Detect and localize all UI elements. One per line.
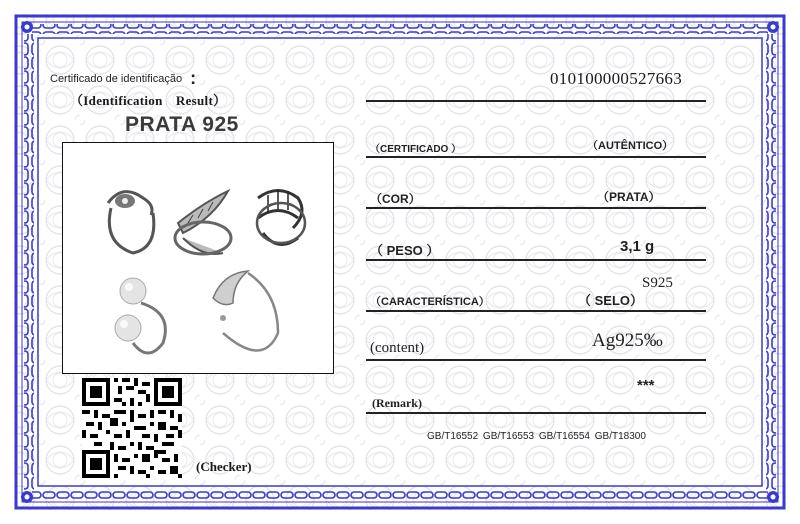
certificado-value: （AUTÊNTICO）	[587, 140, 674, 152]
divider-line	[366, 412, 706, 414]
checker-label: (Checker)	[196, 459, 252, 474]
caracteristica-label: （CARACTERÍSTICA）	[370, 296, 490, 308]
certificate-label: Certificado de identificação :	[50, 68, 197, 88]
peso-value: 3,1 g	[620, 238, 655, 255]
product-title: PRATA 925	[125, 113, 239, 136]
caracteristica-value: （ SELO）	[578, 293, 644, 308]
cor-label: （COR）	[370, 192, 421, 206]
identification-result-label: （Identification Result）	[70, 93, 227, 108]
certificate-number: 010100000527663	[550, 69, 682, 88]
qr-code	[82, 378, 182, 478]
certificado-label: （CERTIFICADO ）	[370, 144, 462, 155]
divider-line	[366, 207, 706, 209]
silver-rings-photo	[63, 143, 333, 373]
divider-line	[366, 359, 706, 361]
qr-code-icon	[82, 378, 182, 478]
remark-label: (Remark)	[372, 396, 422, 410]
peso-label: （ PESO ）	[370, 243, 440, 258]
divider-line	[366, 310, 706, 312]
divider-line	[366, 156, 706, 158]
remark-value: ***	[637, 377, 655, 394]
divider-line	[366, 259, 706, 261]
content-value: Ag925‰	[592, 330, 663, 351]
product-photo	[62, 142, 334, 374]
content-label: (content)	[370, 340, 425, 356]
divider-line	[366, 100, 706, 102]
cor-value: （PRATA）	[597, 190, 661, 204]
standards-text: GB/T16552 GB/T16553 GB/T16554 GB/T18300	[427, 431, 646, 442]
caracteristica-value-top: S925	[642, 275, 673, 291]
label-colon: :	[190, 68, 197, 88]
